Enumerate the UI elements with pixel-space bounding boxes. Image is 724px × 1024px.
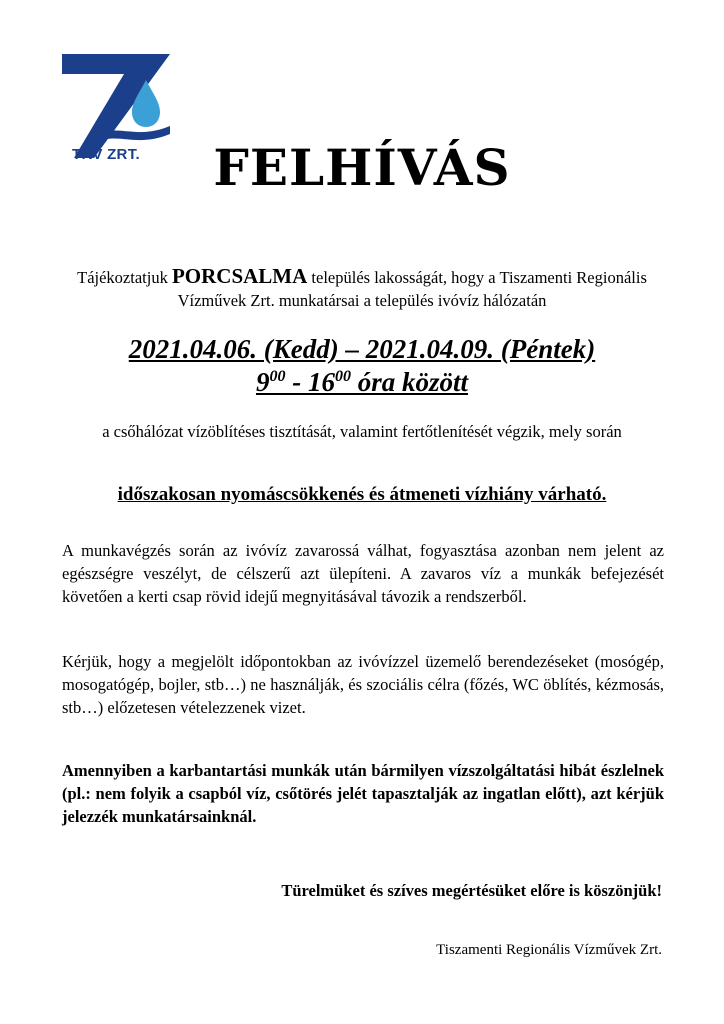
date-block bbox=[0, 333, 724, 399]
town-name: PORCSALMA bbox=[171, 264, 308, 288]
paragraph-turbidity: A munkavégzés során az ivóvíz zavarossá válhat, fogyasztása azonban nem jelent az egészségre veszélyt, de célszerű azt ülepíteni. A zavaros víz a munkák befejezését követően a kerti csap rövid idejű megnyitásával távozik a rendszerből. bbox=[62, 541, 664, 606]
intro-paragraph bbox=[60, 265, 664, 312]
intro-after: település lakosságát, hogy a Tiszamenti Regionális Vízművek Zrt. munkatársai a település ivóvíz hálózatán bbox=[177, 268, 647, 310]
date-range: 2021.04.06. (Kedd) – 2021.04.09. (Péntek) bbox=[128, 334, 596, 364]
paragraph-request: Kérjük, hogy a megjelölt időpontokban az ivóvízzel üzemelő berendezéseket (mosógép, mosogatógép, bojler, stb…) ne használják, és szociális célra (főzés, WC öblítés, kézmosás, stb…) előzetesen vételezzenek vizet. bbox=[62, 652, 664, 717]
intro-before: Tájékoztatjuk bbox=[77, 268, 172, 287]
time-range: $9^{00} - 16^{00}$ óra között bbox=[255, 367, 469, 397]
paragraph-report-faults: Amennyiben a karbantartási munkák után bármilyen vízszolgáltatási hibát észlelnek (pl.: nem folyik a csapból víz, csőtörés jelét tapasztalják az ingatlan előtt), azt kérjük jelezzék munkatársainknál. bbox=[62, 761, 664, 826]
logo-text: TRV ZRT. bbox=[72, 146, 140, 163]
signature: Tiszamenti Regionális Vízművek Zrt. bbox=[436, 942, 662, 958]
cleaning-text: a csőhálózat vízöblítéses tisztítását, valamint fertőtlenítését végzik, mely során bbox=[102, 422, 622, 441]
warning-text: időszakosan nyomáscsökkenés és átmeneti vízhiány várható. bbox=[117, 484, 607, 505]
page-title: FELHÍVÁS bbox=[213, 138, 511, 197]
thanks-text: Türelmüket és szíves megértésüket előre is köszönjük! bbox=[281, 881, 662, 900]
